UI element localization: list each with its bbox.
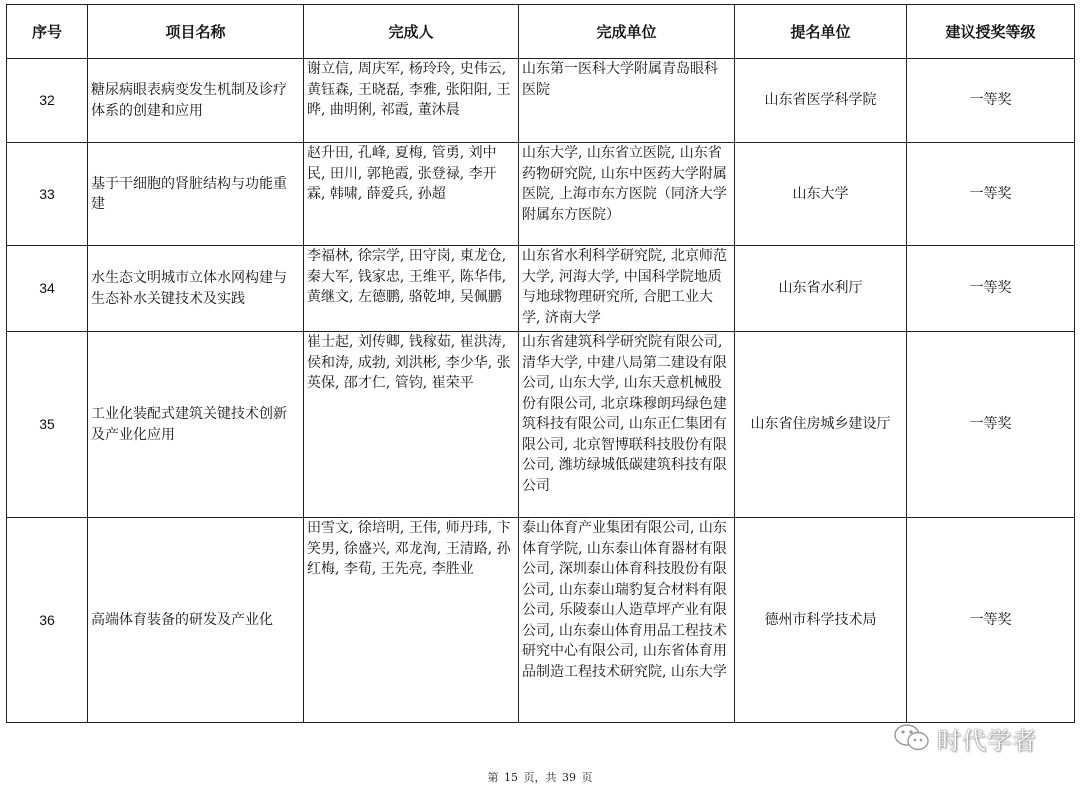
- row-number: 32: [7, 59, 88, 143]
- row-number: 36: [7, 518, 88, 723]
- header-completers: 完成人: [304, 5, 519, 59]
- completing-units: 山东第一医科大学附属青岛眼科医院: [519, 59, 735, 143]
- nominating-unit: 山东省住房城乡建设厅: [735, 332, 907, 518]
- footer-middle: 页，共: [523, 771, 557, 784]
- completers: 赵升田, 孔峰, 夏梅, 管勇, 刘中民, 田川, 郭艳霞, 张登禄, 李开霖, 韩啸, 薛爱兵, 孙超: [304, 143, 519, 246]
- page-footer: [0, 769, 1080, 785]
- completers: 田雪文, 徐培明, 王伟, 师丹玮, 卞笑男, 徐盛兴, 邓龙洵, 王清路, 孙红梅, 李荀, 王先亮, 李胜业: [304, 518, 519, 723]
- watermark: [893, 718, 1037, 758]
- table-row: [7, 518, 1075, 723]
- completing-units: 山东大学, 山东省立医院, 山东省药物研究院, 山东中医药大学附属医院, 上海市东方医院（同济大学附属东方医院）: [519, 143, 735, 246]
- award-level: 一等奖: [907, 332, 1075, 518]
- award-level: 一等奖: [907, 59, 1075, 143]
- award-level: 一等奖: [907, 518, 1075, 723]
- footer-total-pages: 39: [562, 771, 576, 784]
- header-completing-units: 完成单位: [519, 5, 735, 59]
- completers: 谢立信, 周庆军, 杨玲玲, 史伟云, 黄钰森, 王晓磊, 李雅, 张阳阳, 王晔, 曲明俐, 祁霞, 董沐晨: [304, 59, 519, 143]
- project-name: 水生态文明城市立体水网构建与生态补水关键技术及实践: [88, 246, 304, 332]
- table-header-row: [7, 5, 1075, 59]
- table-row: [7, 143, 1075, 246]
- row-number: 33: [7, 143, 88, 246]
- table-row: [7, 246, 1075, 332]
- footer-prefix: 第: [487, 771, 499, 784]
- award-level: 一等奖: [907, 143, 1075, 246]
- header-nominating-unit: 提名单位: [735, 5, 907, 59]
- award-level: 一等奖: [907, 246, 1075, 332]
- nominating-unit: 山东省医学科学院: [735, 59, 907, 143]
- table-row: [7, 332, 1075, 518]
- watermark-text: 时代学者: [937, 726, 1037, 755]
- project-name: 工业化装配式建筑关键技术创新及产业化应用: [88, 332, 304, 518]
- awards-table: [6, 4, 1075, 723]
- completing-units: 山东省水利科学研究院, 北京师范大学, 河海大学, 中国科学院地质与地球物理研究所, 合肥工业大学, 济南大学: [519, 246, 735, 332]
- wechat-icon: [893, 722, 931, 754]
- footer-page-number: 15: [504, 771, 518, 784]
- header-project-name: 项目名称: [88, 5, 304, 59]
- table-row: [7, 59, 1075, 143]
- nominating-unit: 山东大学: [735, 143, 907, 246]
- completing-units: 泰山体育产业集团有限公司, 山东体育学院, 山东泰山体育器材有限公司, 深圳泰山体育科技股份有限公司, 山东泰山瑞豹复合材料有限公司, 乐陵泰山人造草坪产业有限公司, 山东泰山体育用品工程技术研究中心有限公司, 山东省体育用品制造工程技术研究院, 山东大学: [519, 518, 735, 723]
- header-number: 序号: [7, 5, 88, 59]
- completing-units: 山东省建筑科学研究院有限公司, 清华大学, 中建八局第二建设有限公司, 山东大学, 山东天意机械股份有限公司, 北京珠穆朗玛绿色建筑科技有限公司, 山东正仁集团有限公司, 北京智博联科技股份有限公司, 潍坊绿城低碳建筑科技有限公司: [519, 332, 735, 518]
- row-number: 34: [7, 246, 88, 332]
- project-name: 高端体育装备的研发及产业化: [88, 518, 304, 723]
- footer-suffix: 页: [581, 771, 593, 784]
- nominating-unit: 德州市科学技术局: [735, 518, 907, 723]
- nominating-unit: 山东省水利厅: [735, 246, 907, 332]
- project-name: 糖尿病眼表病变发生机制及诊疗体系的创建和应用: [88, 59, 304, 143]
- completers: 崔士起, 刘传卿, 钱稼茹, 崔洪涛, 侯和涛, 成勃, 刘洪彬, 李少华, 张英保, 邵才仁, 管钧, 崔荣平: [304, 332, 519, 518]
- header-award-level: 建议授奖等级: [907, 5, 1075, 59]
- row-number: 35: [7, 332, 88, 518]
- project-name: 基于干细胞的肾脏结构与功能重建: [88, 143, 304, 246]
- completers: 李福林, 徐宗学, 田守岗, 東龙仓, 秦大军, 钱家忠, 王维平, 陈华伟, 黄继文, 左德鹏, 骆乾坤, 吴佩鹏: [304, 246, 519, 332]
